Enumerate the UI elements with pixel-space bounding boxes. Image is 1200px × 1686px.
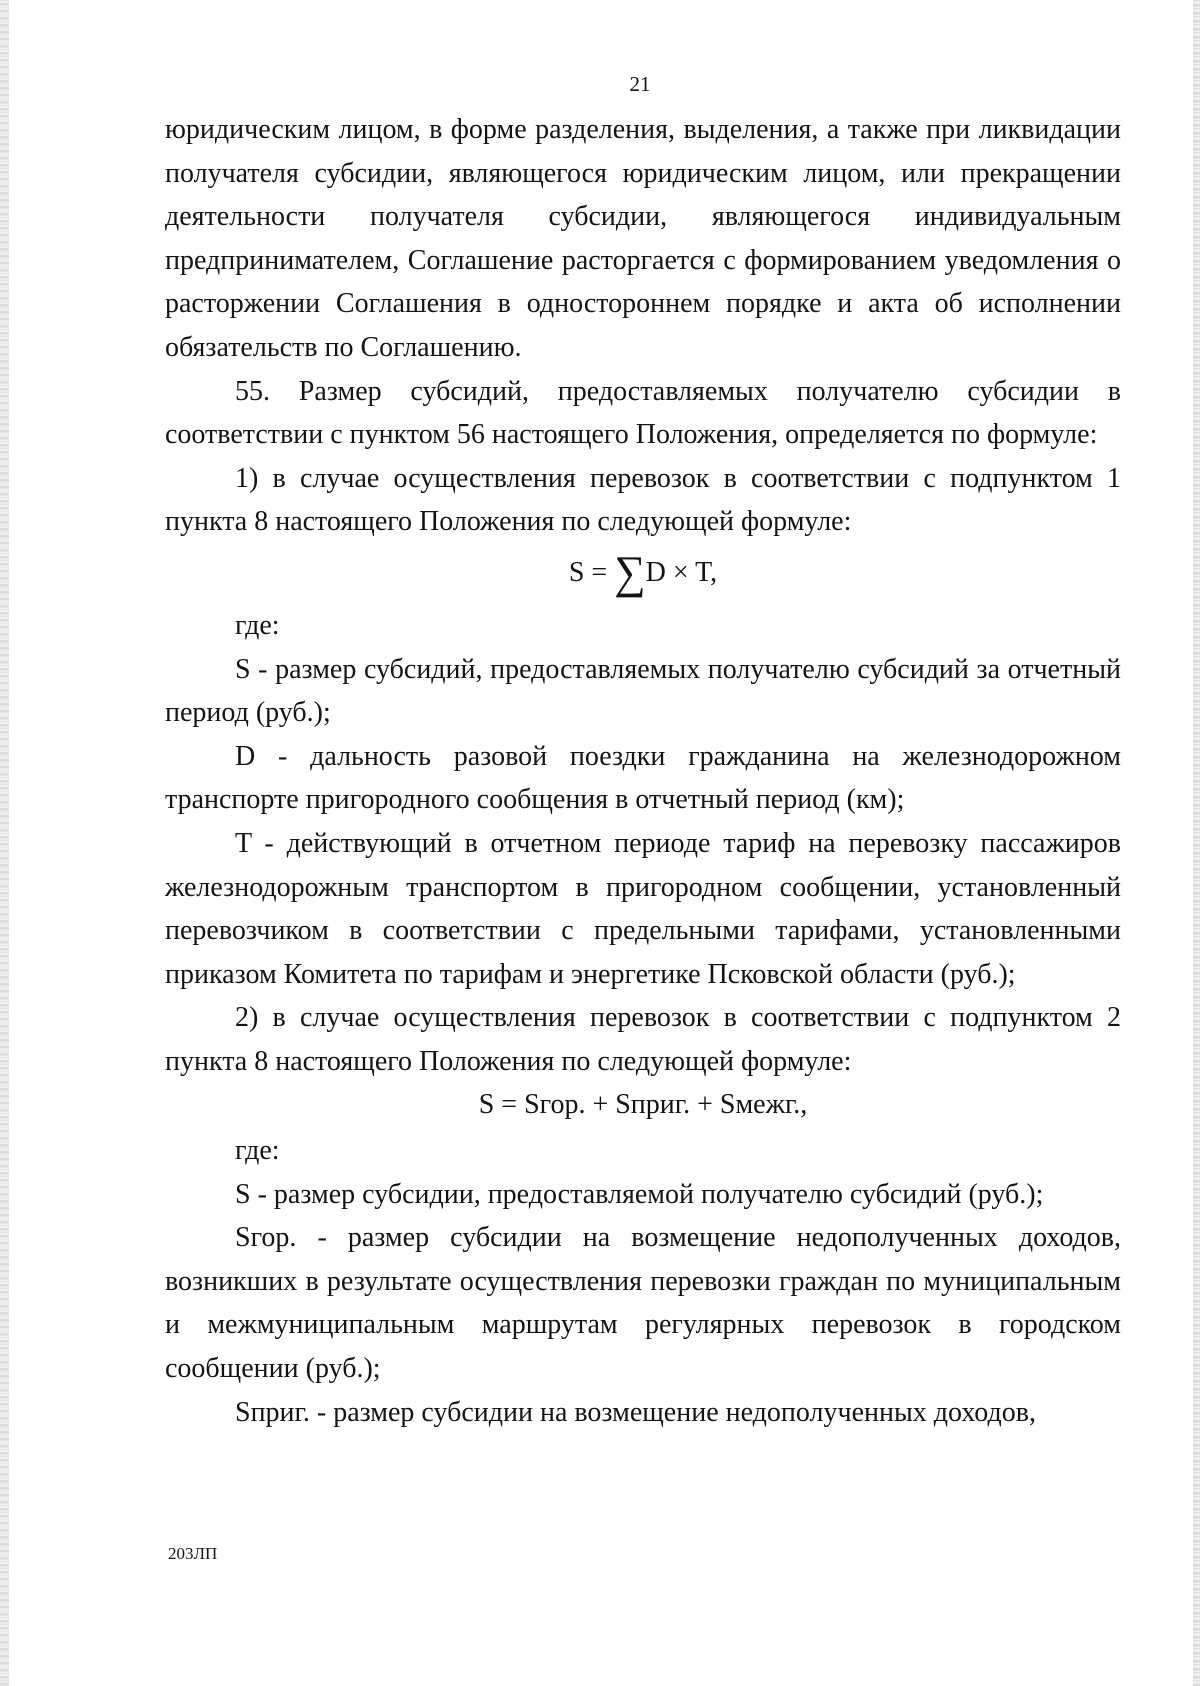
list-item-2: 2) в случае осуществления перевозок в соответствии с подпунктом 2 пункта 8 настоящего Положения по следующей формуле:	[165, 1002, 1121, 1077]
definition-s-gor: Sгор. - размер субсидии на возмещение недополученных доходов, возникших в результате осуществления перевозки граждан по муниципальным и межмуниципальным маршрутам регулярных перевозок в городском сообщении (руб.);	[165, 1222, 1121, 1385]
scan-edge-left	[0, 0, 9, 1686]
sigma-symbol: ∑	[614, 546, 646, 599]
list-item-1: 1) в случае осуществления перевозок в соответствии с подпунктом 1 пункта 8 настоящего Положения по следующей формуле:	[165, 462, 1121, 538]
document-body	[165, 108, 1121, 1434]
paragraph-continuation: юридическим лицом, в форме разделения, выделения, а также при ликвидации получателя субсидии, являющегося юридическим лицом, или прекращении деятельности получателя субсидии, являющегося индивидуальным предпринимателем, Соглашение расторгается с формированием уведомления о расторжении Соглашения в одностороннем порядке и акта об исполнении обязательств по Соглашению.	[165, 114, 1121, 363]
page-number: 21	[629, 72, 651, 96]
formula-1	[165, 544, 1121, 602]
scan-edge-right	[1193, 0, 1200, 1686]
definition-d: D - дальность разовой поездки гражданина на железнодорожном транспорте пригородного сообщения в отчетный период (км);	[165, 740, 1121, 816]
where-label-2: где:	[235, 1135, 280, 1167]
paragraph-55: 55. Размер субсидий, предоставляемых получателю субсидии в соответствии с пунктом 56 настоящего Положения, определяется по формуле:	[165, 375, 1121, 451]
definition-s-2: S - размер субсидии, предоставляемой получателю субсидий (руб.);	[235, 1178, 1044, 1210]
formula-2: S = Sгор. + Sприг. + Sмежг.,	[478, 1089, 808, 1121]
definition-s-prig: Sприг. - размер субсидии на возмещение недополученных доходов,	[235, 1396, 1036, 1428]
definition-t: T - действующий в отчетном периоде тариф на перевозку пассажиров железнодорожным транспортом в пригородном сообщении, установленный перевозчиком в соответствии с предельными тарифами, установленными приказом Комитета по тарифам и энергетике Псковской области (руб.);	[165, 827, 1121, 990]
document-code: 203ЛП	[168, 1544, 218, 1563]
where-label-1: где:	[235, 609, 280, 641]
formula-1-left: S =	[568, 556, 615, 588]
definition-s-1: S - размер субсидий, предоставляемых получателю субсидий за отчетный период (руб.);	[165, 653, 1121, 729]
formula-1-right: D × T,	[645, 556, 718, 588]
